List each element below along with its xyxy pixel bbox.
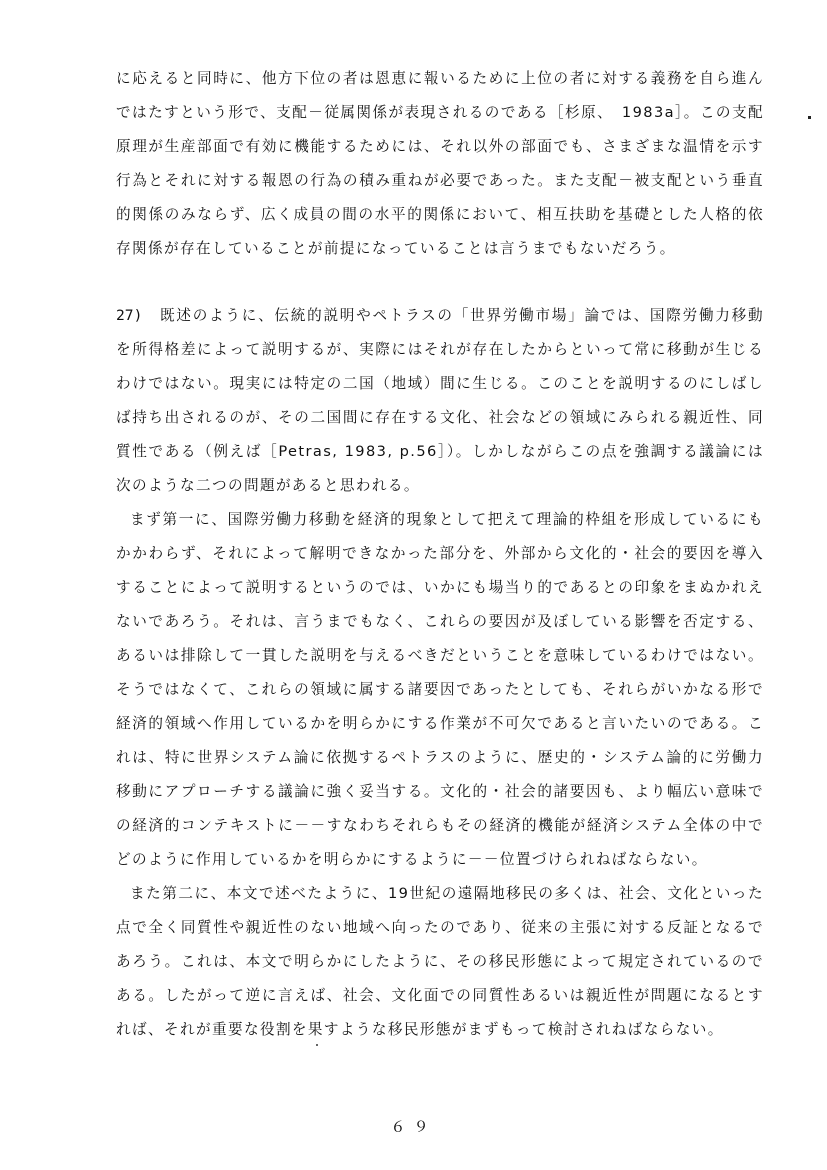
first-line-8: れは、特に世界システム論に依拠するペトラスのように、歴史的・システム論的に労働力 <box>116 749 764 766</box>
note-line-2: を所得格差によって説明するが、実際にはそれが存在したからといって常に移動が生じる <box>116 341 764 358</box>
first-line-9: 移動にアプローチする議論に強く妥当する。文化的・社会的諸要因も、より幅広い意味で <box>116 783 764 800</box>
intro-line-6: 存関係が存在していることが前提になっていることは言うまでもないだろう。 <box>116 240 676 257</box>
scan-speck <box>316 1044 318 1046</box>
note-line-5: 質性である（例えば［Petras, 1983, p.56］）。しかしながらこの点を強調する議論には <box>116 443 764 460</box>
second-line-5: れば、それが重要な役割を果すような移民形態がまずもって検討されねばならない。 <box>116 1021 724 1038</box>
intro-line-4: 行為とそれに対する報恩の行為の積み重ねが必要であった。また支配－被支配という垂直 <box>116 172 764 189</box>
first-line-3: することによって説明するというのでは、いかにも場当り的であるとの印象をまぬかれえ <box>116 579 764 596</box>
first-line-10: の経済的コンテキストに－－すなわちそれらもその経済的機能が経済システム全体の中で <box>116 817 764 834</box>
second-line-2: 点で全く同質性や親近性のない地域へ向ったのであり、従来の主張に対する反証となるで <box>116 919 764 936</box>
margin-mark <box>808 116 811 119</box>
first-line-7: 経済的領域へ作用しているかを明らかにする作業が不可欠であると言いたいのである。こ <box>116 715 764 732</box>
intro-line-2: ではたすという形で、支配－従属関係が表現されるのである［杉原、 1983a］。この支配 <box>116 104 764 121</box>
first-line-5: あるいは排除して一貫した説明を与えるべきだということを意味しているわけではない。 <box>116 647 764 664</box>
intro-line-3: 原理が生産部面で有効に機能するためには、それ以外の部面でも、さまざまな温情を示す <box>116 138 764 155</box>
first-line-1: まず第一に、国際労働力移動を経済的現象として把えて理論的枠組を形成しているにも <box>130 511 764 528</box>
first-line-11: どのように作用しているかを明らかにするように－－位置づけられねばならない。 <box>116 851 708 868</box>
note-number: 27) <box>116 307 143 324</box>
page-number: ６９ <box>390 1118 437 1136</box>
second-line-4: ある。したがって逆に言えば、社会、文化面での同質性あるいは親近性が問題になるとす <box>116 987 764 1004</box>
intro-line-1: に応えると同時に、他方下位の者は恩恵に報いるために上位の者に対する義務を自ら進ん <box>116 70 764 87</box>
note-line-6: 次のような二つの問題があると思われる。 <box>116 477 420 494</box>
first-line-4: ないであろう。それは、言うまでもなく、これらの要因が及ぼしている影響を否定する、 <box>116 613 764 630</box>
second-line-1: また第二に、本文で述べたように、19世紀の遠隔地移民の多くは、社会、文化といった <box>130 885 764 902</box>
note-first-line: 既述のように、伝統的説明やペトラスの「世界労働市場」論では、国際労働力移動 <box>160 307 764 324</box>
note-line-3: わけではない。現実には特定の二国（地域）間に生じる。このことを説明するのにしばし <box>116 375 764 392</box>
first-line-2: かかわらず、それによって解明できなかった部分を、外部から文化的・社会的要因を導入 <box>116 545 764 562</box>
second-line-3: あろう。これは、本文で明らかにしたように、その移民形態によって規定されているので <box>116 953 764 970</box>
note-line-4: ば持ち出されるのが、その二国間に存在する文化、社会などの領域にみられる親近性、同 <box>116 409 764 426</box>
intro-line-5: 的関係のみならず、広く成員の間の水平的関係において、相互扶助を基礎とした人格的依 <box>116 206 764 223</box>
first-line-6: そうではなくて、これらの領域に属する諸要因であったとしても、それらがいかなる形で <box>116 681 764 698</box>
